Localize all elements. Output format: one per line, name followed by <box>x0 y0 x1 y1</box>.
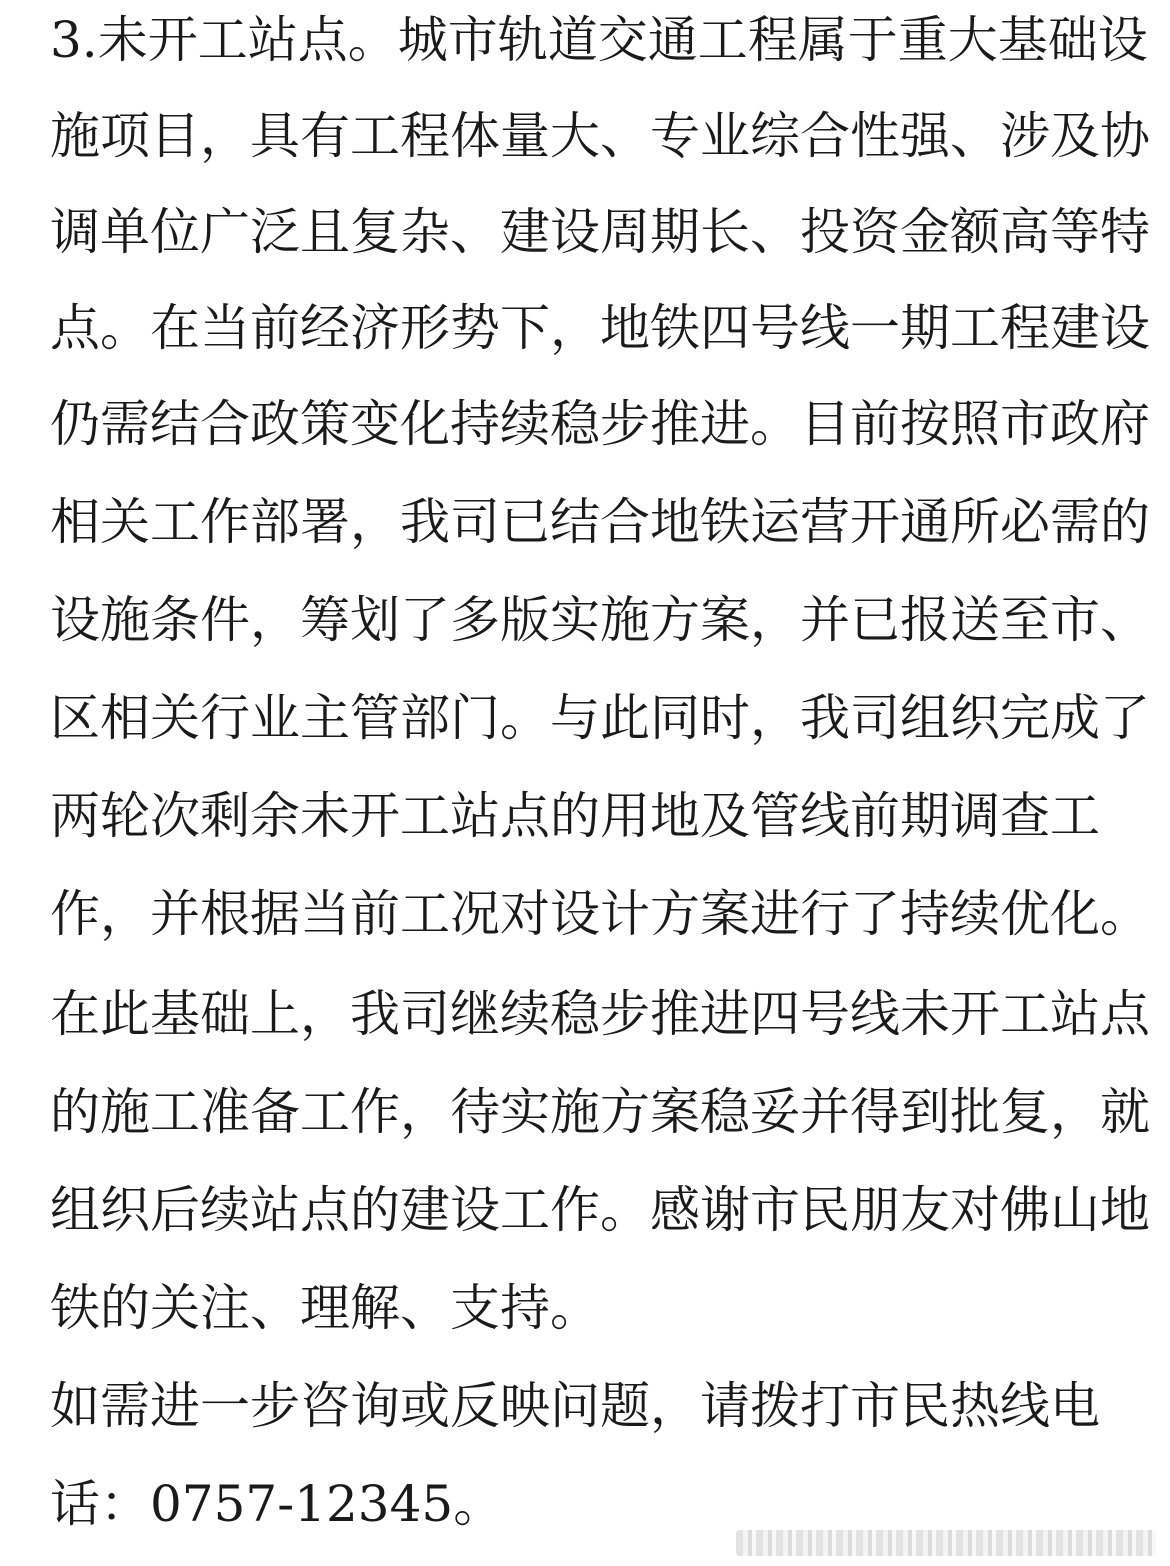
paragraph-line: 施项目，具有工程体量大、专业综合性强、涉及协 <box>50 107 1150 165</box>
paragraph-line: 组织后续站点的建设工作。感谢市民朋友对佛山地 <box>50 1181 1150 1239</box>
watermark <box>716 1526 1156 1560</box>
paragraph-line: 的施工准备工作，待实施方案稳妥并得到批复，就 <box>50 1083 1150 1141</box>
document-body <box>50 0 1150 1566</box>
paragraph-line: 仍需结合政策变化持续稳步推进。目前按照市政府 <box>50 395 1150 453</box>
contact-line: 话：0757-12345。 <box>50 1475 504 1533</box>
watermark-mark <box>736 1530 1156 1556</box>
paragraph-line: 在此基础上，我司继续稳步推进四号线未开工站点 <box>50 985 1150 1043</box>
paragraph-line: 作，并根据当前工况对设计方案进行了持续优化。 <box>50 885 1150 943</box>
paragraph-line: 设施条件，筹划了多版实施方案，并已报送至市、 <box>50 591 1150 649</box>
paragraph-line: 调单位广泛且复杂、建设周期长、投资金额高等特 <box>50 203 1150 261</box>
paragraph-line: 区相关行业主管部门。与此同时，我司组织完成了 <box>50 689 1150 747</box>
paragraph-line: 3.未开工站点。城市轨道交通工程属于重大基础设 <box>50 11 1148 69</box>
paragraph-line: 点。在当前经济形势下，地铁四号线一期工程建设 <box>50 299 1150 357</box>
contact-line: 如需进一步咨询或反映问题，请拨打市民热线电 <box>50 1377 1100 1435</box>
paragraph-line: 相关工作部署，我司已结合地铁运营开通所必需的 <box>50 493 1150 551</box>
paragraph-line: 铁的关注、理解、支持。 <box>50 1279 600 1337</box>
paragraph-line: 两轮次剩余未开工站点的用地及管线前期调查工 <box>50 787 1100 845</box>
